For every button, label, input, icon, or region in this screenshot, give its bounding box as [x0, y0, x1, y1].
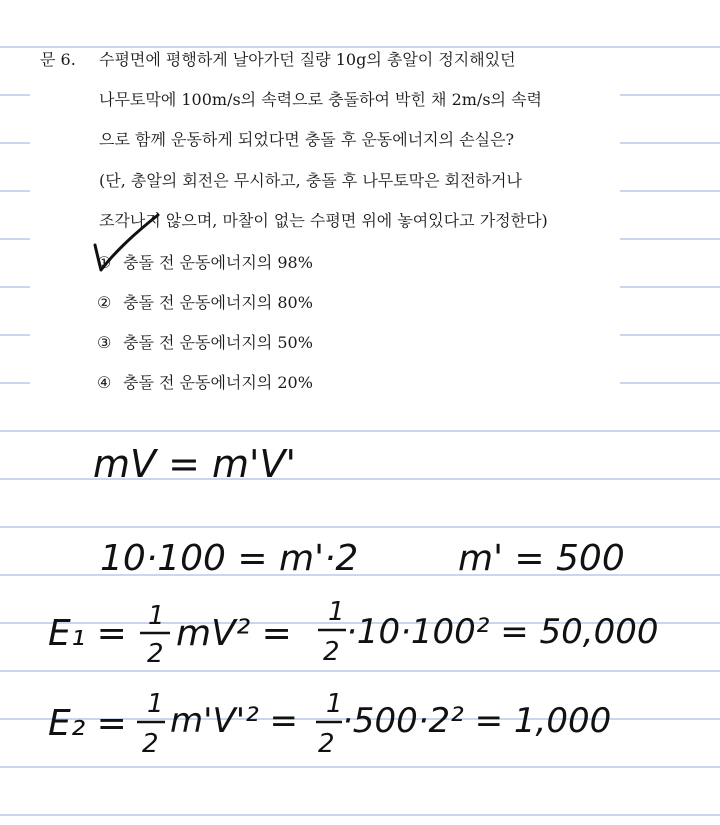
choice-1-text: 충돌 전 운동에너지의 98% — [123, 253, 313, 272]
choice-2-text: 충돌 전 운동에너지의 80% — [123, 293, 313, 312]
e1-frac2-den: 2 — [323, 637, 340, 667]
e2-frac-num: 1 — [147, 689, 164, 719]
e1-frac2-num: 1 — [328, 597, 345, 627]
question-line-1: 수평면에 평행하게 날아가던 질량 10g의 총알이 정지해있던 — [99, 50, 516, 69]
momentum-equation: mV = m'V' — [93, 442, 296, 486]
e1-frac-num: 1 — [148, 601, 165, 631]
e2-frac2-den: 2 — [318, 729, 335, 759]
choice-4-text: 충돌 전 운동에너지의 20% — [123, 373, 313, 392]
e1-frac-den: 2 — [147, 639, 164, 669]
check-mark-icon — [95, 215, 158, 270]
e1-mid: mV² = — [176, 613, 292, 654]
e1-rhs: ·10·100² = 50,000 — [346, 612, 659, 652]
choice-1-number: ① — [97, 253, 112, 272]
choice-3-text: 충돌 전 운동에너지의 50% — [123, 333, 313, 352]
question-line-3: 으로 함께 운동하게 되었다면 충돌 후 운동에너지의 손실은? — [99, 130, 515, 149]
choice-4-number: ④ — [97, 373, 112, 392]
question-number: 문 6. — [40, 50, 76, 69]
choice-2-number: ② — [97, 293, 112, 312]
e2-frac-den: 2 — [142, 729, 159, 759]
e1-lhs: E₁ = — [48, 613, 127, 654]
e2-lhs: E₂ = — [48, 703, 127, 744]
mass-calculation: 10·100 = m'·2 — [100, 538, 359, 579]
mass-result: m' = 500 — [458, 538, 625, 579]
question-line-4: (단, 총알의 회전은 무시하고, 충돌 후 나무토막은 회전하거나 — [99, 171, 522, 190]
e2-frac2-num: 1 — [326, 689, 343, 719]
e2-mid: m'V'² = — [170, 701, 298, 741]
choice-3-number: ③ — [97, 333, 112, 352]
e2-rhs: ·500·2² = 1,000 — [342, 701, 612, 741]
question-line-5: 조각나지 않으며, 마찰이 없는 수평면 위에 놓여있다고 가정한다) — [99, 211, 548, 230]
question-line-2: 나무토막에 100m/s의 속력으로 충돌하여 박힌 채 2m/s의 속력 — [99, 90, 542, 109]
